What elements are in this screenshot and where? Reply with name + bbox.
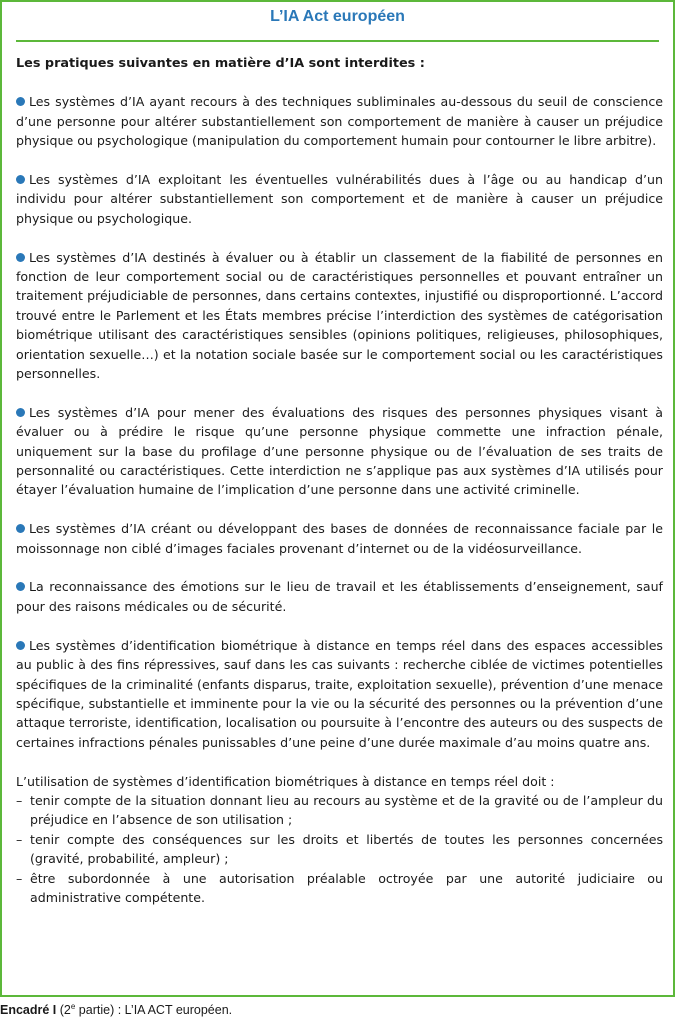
list-item [16, 170, 663, 228]
condition-text: tenir compte de la situation donnant lieu au recours au système et de la gravité ou de l’ampleur du préjudice en l’absence de son utilisation ; [30, 792, 663, 828]
bullet-icon [16, 582, 25, 591]
list-item-text: Les systèmes d’IA ayant recours à des techniques subliminales au-dessous du seuil de conscience d’une personne pour altérer substantiellement son comportement de manière à causer un préjudice physique ou psychologique (manipulation du comportement humain pour contourner le libre arbitre). [16, 94, 663, 149]
list-item-text: Les systèmes d’identification biométrique à distance en temps réel dans des espaces accessibles au public à des fins répressives, sauf dans les cas suivants : recherche ciblée de victimes potentielles spécifiques de la criminalité (enfants disparus, traite, exploitation sexuelle), prévention d’une menace spécifique, substantielle et imminente pour la vie ou la sécurité des personnes ou la prévention d’une attaque terroriste, identification, localisation ou poursuite à l’encontre des auteurs ou des suspects de certaines infractions pénales punissables d’une peine d’une durée maximale d’au moins quatre ans. [16, 637, 663, 750]
box-title: L’IA Act européen [270, 8, 405, 25]
list-item [16, 636, 663, 752]
dash-marker: – [16, 831, 23, 847]
list-item [16, 519, 663, 558]
list-item [16, 248, 663, 384]
bullet-icon [16, 408, 25, 417]
caption-part-open: (2 [56, 1003, 71, 1017]
bullet-icon [16, 524, 25, 533]
list-item-text: Les systèmes d’IA destinés à évaluer ou à établir un classement de la fiabilité de personnes en fonction de leur comportement social ou de caractéristiques personnelles et pouvant entraîner un traitement préjudiciable de personnes, dans certains contextes, injustifié ou disproportionné. L’accord trouvé entre le Parlement et les États membres précise l’interdiction des systèmes de catégorisation biométrique utilisant des caractéristiques sensibles (opinions politiques, religieuses, philosophiques, orientation sexuelle…) et la notation sociale basée sur le comportement social ou les caractéristiques personnelles. [16, 249, 663, 382]
list-item [16, 403, 663, 500]
dash-marker: – [16, 870, 23, 886]
list-item-text: Les systèmes d’IA pour mener des évaluations des risques des personnes physiques visant à évaluer ou à prédire le risque qu’une personne physique commette une infraction pénale, uniquement sur la base du profilage d’une personne physique ou de l’évaluation de ses traits de personnalité ou caractéristiques. Cette interdiction ne s’applique pas aux systèmes d’IA utilisés pour étayer l’évaluation humaine de l’implication d’une personne dans une activité criminelle. [16, 404, 663, 498]
caption-superscript: e [70, 1001, 76, 1011]
caption-label: Encadré I [0, 1003, 57, 1017]
condition-item [16, 791, 663, 830]
list-item-text: La reconnaissance des émotions sur le lieu de travail et les établissements d’enseignement, sauf pour des raisons médicales ou de sécurité. [16, 579, 663, 614]
title-divider [16, 40, 659, 42]
condition-text: être subordonnée à une autorisation préalable octroyée par une autorité judiciaire ou administrative compétente. [30, 870, 663, 905]
condition-text: tenir compte des conséquences sur les droits et libertés de toutes les personnes concernées (gravité, probabilité, ampleur) ; [30, 831, 663, 867]
figure-caption [0, 1003, 232, 1017]
intro-heading: Les pratiques suivantes en matière d’IA sont interdites : [16, 56, 425, 71]
box-content [16, 54, 663, 907]
bullet-icon [16, 641, 25, 650]
condition-item [16, 830, 663, 869]
bullet-icon [16, 253, 25, 262]
conditions-intro: L’utilisation de systèmes d’identification biométriques à distance en temps réel doit : [16, 773, 555, 789]
list-item-text: Les systèmes d’IA exploitant les éventuelles vulnérabilités dues à l’âge ou au handicap d’un individu pour altérer substantiellement son comportement et de manière à causer un préjudice physique ou psychologique. [16, 172, 663, 226]
bullet-icon [16, 97, 25, 106]
list-item [16, 92, 663, 150]
list-item [16, 577, 663, 616]
condition-item [16, 869, 663, 908]
bullet-icon [16, 175, 25, 184]
conditions-list [16, 791, 663, 907]
list-item-text: Les systèmes d’IA créant ou développant des bases de données de reconnaissance faciale par le moissonnage non ciblé d’images faciales provenant d’internet ou de la vidéosurveillance. [16, 521, 663, 556]
dash-marker: – [16, 792, 23, 808]
caption-text: partie) : L’IA ACT européen. [75, 1003, 233, 1017]
